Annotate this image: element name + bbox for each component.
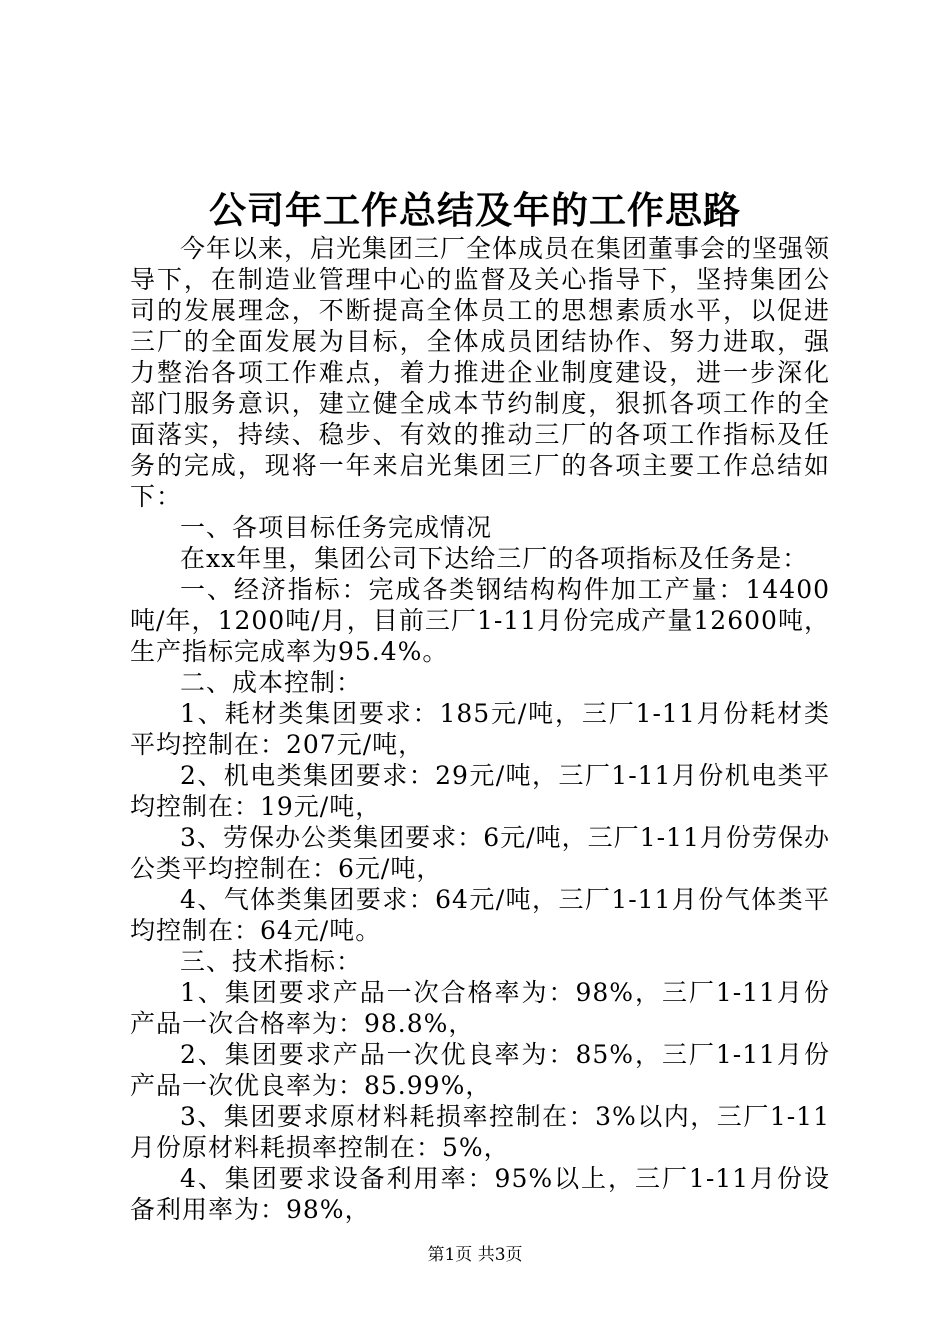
paragraph: 在xx年里，集团公司下达给三厂的各项指标及任务是：	[180, 544, 809, 573]
subsection-heading: 三、技术指标：	[180, 947, 363, 976]
intro-paragraph: 今年以来，启光集团三厂全体成员在集团董事会的坚强领导下，在制造业管理中心的监督及关心指导下，坚持集团公司的发展理念，不断提高全体员工的思想素质水平，以促进三厂的全面发展为目标，全体成员团结协作、努力进取，强力整治各项工作难点，着力推进企业制度建设，进一步深化部门服务意识，建立健全成本节约制度，狠抓各项工作的全面落实，持续、稳步、有效的推动三厂的各项工作指标及任务的完成，现将一年来启光集团三厂的各项主要工作总结如下：	[130, 234, 831, 511]
paragraph: 一、经济指标：完成各类钢结构构件加工产量：14400吨/年，1200吨/月，目前三厂1-11月份完成产量12600吨，生产指标完成率为95.4%。	[130, 575, 830, 666]
document-title: 公司年工作总结及年的工作思路	[209, 188, 741, 232]
list-item: 2、机电类集团要求：29元/吨，三厂1-11月份机电类平均控制在：19元/吨，	[130, 761, 830, 821]
list-item: 2、集团要求产品一次优良率为：85%，三厂1-11月份产品一次优良率为：85.99%，	[130, 1040, 830, 1100]
list-item: 1、耗材类集团要求：185元/吨，三厂1-11月份耗材类平均控制在：207元/吨，	[130, 699, 830, 759]
list-item: 3、集团要求原材料耗损率控制在：3%以内，三厂1-11月份原材料耗损率控制在：5%，	[130, 1102, 830, 1162]
list-item: 4、气体类集团要求：64元/吨，三厂1-11月份气体类平均控制在：64元/吨。	[130, 885, 830, 945]
page-indicator: 第1页 共3页	[427, 1245, 523, 1265]
document-body	[130, 233, 830, 1225]
subsection-heading: 二、成本控制：	[180, 668, 363, 697]
list-item: 1、集团要求产品一次合格率为：98%，三厂1-11月份产品一次合格率为：98.8%，	[130, 978, 830, 1038]
section-heading: 一、各项目标任务完成情况	[180, 513, 493, 542]
list-item: 3、劳保办公类集团要求：6元/吨，三厂1-11月份劳保办公类平均控制在：6元/吨，	[130, 823, 830, 883]
list-item: 4、集团要求设备利用率：95%以上，三厂1-11月份设备利用率为：98%，	[130, 1164, 830, 1224]
